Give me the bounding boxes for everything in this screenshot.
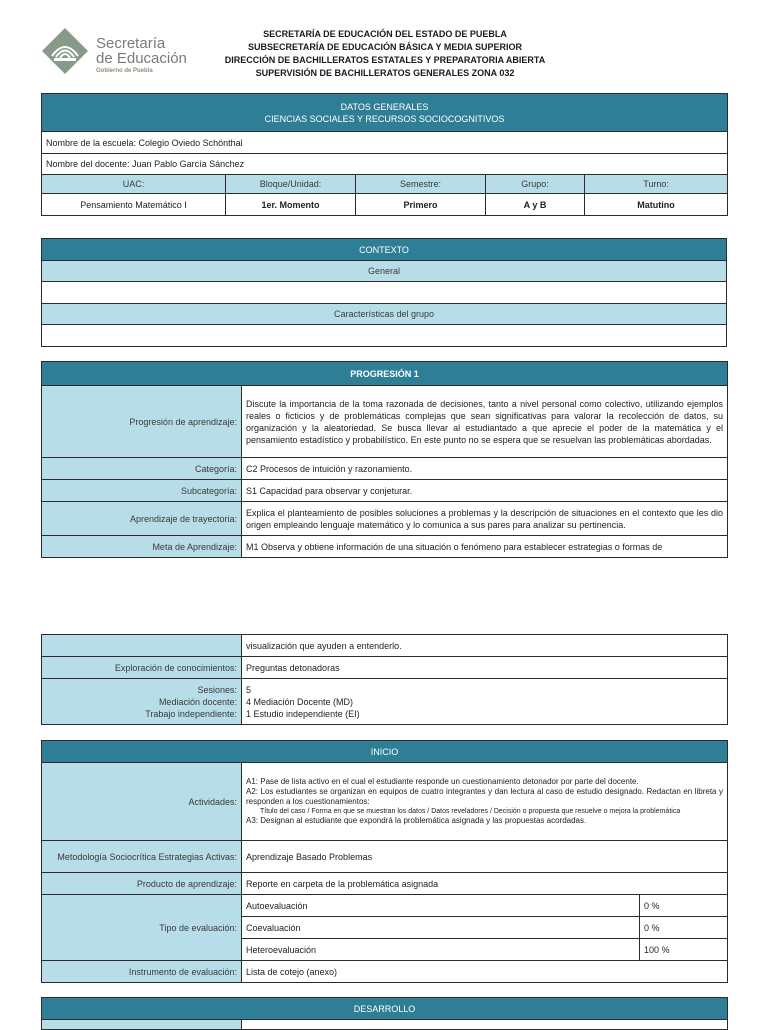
exploracion-label: Exploración de conocimientos: bbox=[42, 657, 242, 679]
desarrollo-label bbox=[42, 1020, 242, 1030]
val-uac: Pensamiento Matemático I bbox=[42, 194, 226, 216]
col-semestre: Semestre: bbox=[356, 175, 486, 194]
page-header bbox=[0, 0, 768, 90]
contexto-caracteristicas-value bbox=[42, 325, 727, 347]
progresion-title: PROGRESIÓN 1 bbox=[42, 362, 728, 386]
inicio-table bbox=[41, 740, 728, 983]
progresion-value: Discute la importancia de la toma razonada de decisiones, tanto a nivel personal como colectivo, utilizando ejemplos reales o ficticios y de problemáticas complejas que sean significativas para valorar la recolección de datos, su organización y la aleatoriedad. Se busca llevar al estudiantado a que aprecie el poder de la matemática y el pensamiento estadístico y probabilístico. En este punto no se espera que se resuelvan las problemáticas abordadas. bbox=[242, 386, 728, 458]
desarrollo-title: DESARROLLO bbox=[42, 998, 728, 1020]
datos-generales-table bbox=[41, 93, 728, 216]
subcategoria-label: Subcategoría: bbox=[42, 480, 242, 502]
actividad-a2: A2: Los estudiantes se organizan en equipos de cuatro integrantes y dan lectura al caso de estudio designado. Redactan en libreta y responden a los cuestionamientos: bbox=[246, 787, 723, 806]
val-semestre: Primero bbox=[356, 194, 486, 216]
datos-title-2: CIENCIAS SOCIALES Y RECURSOS SOCIOCOGNITIVOS bbox=[264, 113, 505, 124]
coevaluacion-pct: 0 % bbox=[640, 917, 728, 939]
meta-value: M1 Observa y obtiene información de una situación o fenómeno para establecer estrategias o formas de bbox=[242, 536, 728, 558]
logo-text-3: Gobierno de Puebla bbox=[96, 68, 153, 74]
continuation-value: visualización que ayuden a entenderlo. bbox=[242, 635, 728, 657]
sesiones-values bbox=[242, 679, 728, 725]
meta-label: Meta de Aprendizaje: bbox=[42, 536, 242, 558]
actividades-label: Actividades: bbox=[42, 763, 242, 841]
continuation-table bbox=[41, 634, 728, 725]
org-line-3: DIRECCIÓN DE BACHILLERATOS ESTATALES Y PREPARATORIA ABIERTA bbox=[224, 55, 546, 65]
org-line-2: SUBSECRETARÍA DE EDUCACIÓN BÁSICA Y MEDIA SUPERIOR bbox=[247, 42, 523, 52]
col-turno: Turno: bbox=[585, 175, 728, 194]
actividades-value bbox=[242, 763, 728, 841]
progresion-table bbox=[41, 361, 728, 558]
sesiones-value: 5 bbox=[246, 684, 252, 695]
actividad-a1: A1: Pase de lista activo en el cual el estudiante responde un cuestionamiento detonador por parte del docente. bbox=[246, 777, 639, 786]
trabajo-value: 1 Estudio independiente (EI) bbox=[246, 708, 360, 719]
instrumento-value: Lista de cotejo (anexo) bbox=[242, 961, 728, 983]
organization-heading bbox=[200, 28, 570, 80]
tipo-evaluacion-label: Tipo de evaluación: bbox=[42, 895, 242, 961]
trayectoria-value: Explica el planteamiento de posibles soluciones a problemas y la descripción de situaciones en el contexto que les dio origen empleando lenguaje matemático y lo comunica a sus pares para analizar su pertinencia. bbox=[242, 502, 728, 536]
col-bloque: Bloque/Unidad: bbox=[226, 175, 356, 194]
org-line-1: SECRETARÍA DE EDUCACIÓN DEL ESTADO DE PUEBLA bbox=[263, 29, 507, 39]
metodologia-label: Metodología Sociocrítica Estrategias Activas: bbox=[42, 841, 242, 873]
mediacion-label: Mediación docente: bbox=[158, 696, 237, 707]
sesiones-labels bbox=[42, 679, 242, 725]
val-bloque: 1er. Momento bbox=[226, 194, 356, 216]
categoria-value: C2 Procesos de intuición y razonamiento. bbox=[242, 458, 728, 480]
autoevaluacion-pct: 0 % bbox=[640, 895, 728, 917]
mediacion-value: 4 Mediación Docente (MD) bbox=[246, 696, 354, 707]
instrumento-label: Instrumento de evaluación: bbox=[42, 961, 242, 983]
producto-label: Producto de aprendizaje: bbox=[42, 873, 242, 895]
trabajo-label: Trabajo independiente: bbox=[145, 708, 237, 719]
coevaluacion-name: Coevaluación bbox=[242, 917, 640, 939]
metodologia-value: Aprendizaje Basado Problemas bbox=[242, 841, 728, 873]
desarrollo-table bbox=[41, 997, 728, 1030]
actividad-a2-detail: Título del caso / Forma en que se muestran los datos / Datos reveladores / Decisión o propuesta que resuelve o mejora la problemática bbox=[260, 808, 681, 815]
autoevaluacion-name: Autoevaluación bbox=[242, 895, 640, 917]
contexto-general-value bbox=[42, 282, 727, 304]
contexto-caracteristicas: Características del grupo bbox=[42, 304, 727, 325]
datos-generales-title bbox=[42, 94, 728, 132]
teacher-name: Nombre del docente: Juan Pablo García Sánchez bbox=[42, 154, 728, 175]
school-name: Nombre de la escuela: Colegio Oviedo Schönthal bbox=[42, 132, 728, 154]
actividad-a3: A3: Designan al estudiante que expondrá la problemática asignada y las propuestas acordadas. bbox=[246, 816, 587, 825]
val-grupo: A y B bbox=[486, 194, 585, 216]
continuation-label bbox=[42, 635, 242, 657]
desarrollo-value bbox=[242, 1020, 728, 1030]
contexto-general: General bbox=[42, 261, 727, 282]
contexto-title: CONTEXTO bbox=[42, 239, 727, 261]
exploracion-value: Preguntas detonadoras bbox=[242, 657, 728, 679]
val-turno: Matutino bbox=[585, 194, 728, 216]
heteroevaluacion-pct: 100 % bbox=[640, 939, 728, 961]
sesiones-label: Sesiones: bbox=[197, 684, 237, 695]
categoria-label: Categoría: bbox=[42, 458, 242, 480]
producto-value: Reporte en carpeta de la problemática asignada bbox=[242, 873, 728, 895]
logo-text-1: Secretaría bbox=[96, 35, 166, 52]
secretaria-logo bbox=[40, 26, 200, 78]
logo-text-2: de Educación bbox=[96, 50, 187, 67]
diamond-emblem-icon bbox=[40, 26, 90, 76]
inicio-title: INICIO bbox=[42, 741, 728, 763]
col-grupo: Grupo: bbox=[486, 175, 585, 194]
org-line-4: SUPERVISIÓN DE BACHILLERATOS GENERALES ZONA 032 bbox=[255, 68, 515, 78]
subcategoria-value: S1 Capacidad para observar y conjeturar. bbox=[242, 480, 728, 502]
col-uac: UAC: bbox=[42, 175, 226, 194]
trayectoria-label: Aprendizaje de trayectoria: bbox=[42, 502, 242, 536]
datos-title-1: DATOS GENERALES bbox=[340, 101, 429, 112]
contexto-table bbox=[41, 238, 727, 347]
progresion-label: Progresión de aprendizaje: bbox=[42, 386, 242, 458]
heteroevaluacion-name: Heteroevaluación bbox=[242, 939, 640, 961]
